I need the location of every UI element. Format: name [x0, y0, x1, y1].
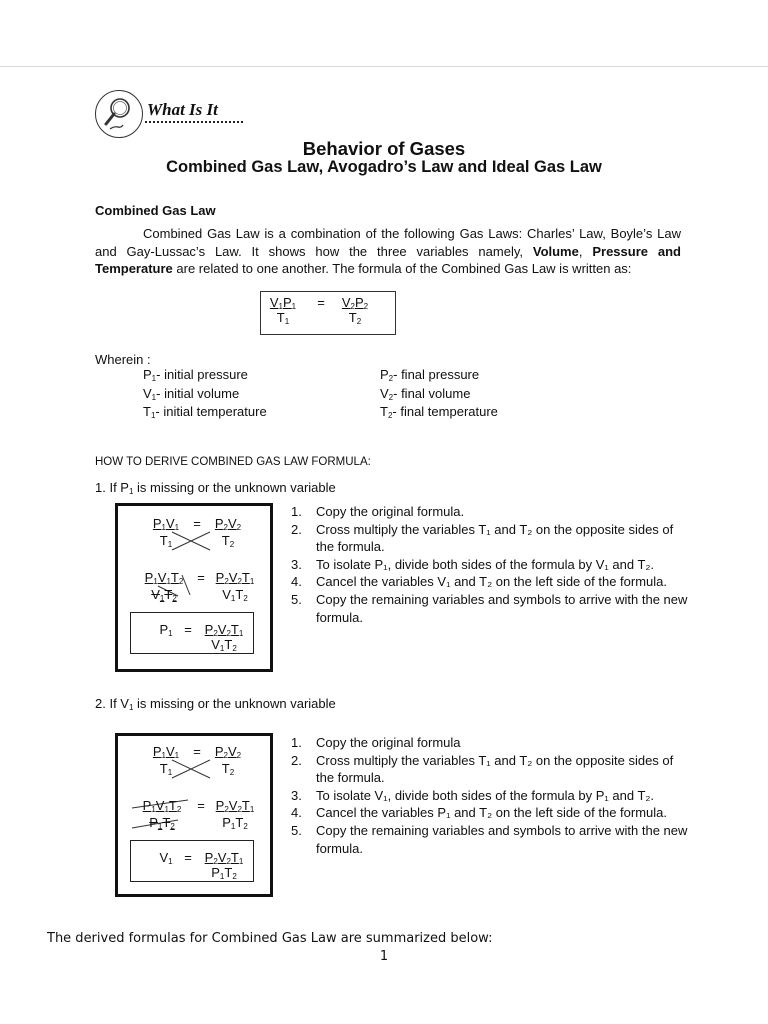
equals: =: [184, 622, 192, 637]
wherein-label: Wherein :: [95, 352, 151, 367]
step-item: 4. Cancel the variables V₁ and T₂ on the left side of the formula.: [291, 574, 667, 590]
result-den: $P_1T_2$: [211, 865, 237, 881]
step-item: 1. Copy the original formula.: [291, 504, 465, 519]
step2-lhs-den: $P_1T_2$: [149, 815, 175, 831]
magnifier-emblem: [95, 90, 143, 138]
intro-paragraph: [95, 225, 681, 278]
step1-rhs-num: $P_2V_2$: [214, 516, 242, 532]
definitions-right: [380, 368, 498, 424]
case1-result-box: [130, 612, 254, 654]
definition-item: $T_2-$ final temperature: [380, 404, 498, 420]
step-item: 5. Copy the remaining variables and symbols to arrive with the new formula.: [291, 591, 688, 625]
definition-item: $T_1-$ initial temperature: [143, 404, 267, 420]
step1-rhs-den: $T_2$: [221, 761, 235, 777]
definition-item: $V_2-$ final volume: [380, 385, 471, 402]
step-item: 4. Cancel the variables P₁ and T₂ on the left side of the formula.: [291, 805, 667, 821]
result-variable: $P_1$: [159, 622, 173, 638]
formula-numerator-left: $V_1P_1$: [269, 295, 297, 311]
page-subtitle: Combined Gas Law, Avogadro’s Law and Ideal Gas Law: [166, 158, 602, 176]
step2-rhs-num: $P_2V_2T_1$: [215, 798, 255, 814]
paragraph-text: are related to one another. The formula of the Combined Gas Law is written as:: [172, 261, 632, 276]
summary-sentence: The derived formulas for Combined Gas Law are summarized below:: [47, 931, 493, 946]
step2-lhs-den: $V_1T_2$: [151, 587, 177, 603]
equals: =: [197, 798, 205, 813]
result-num: $P_2V_2T_1$: [204, 850, 244, 866]
step-item: 3. To isolate P₁, divide both sides of the formula by V₁ and T₂.: [291, 556, 655, 572]
paragraph-bold-volume: Volume: [532, 243, 579, 259]
step2-rhs-den: $V_1T_2$: [222, 587, 248, 603]
step1-lhs-den: $T_1$: [159, 761, 173, 777]
case2-derivation-box: [115, 733, 273, 897]
step2-lhs-num: $P_1V_1T_2$: [144, 570, 184, 586]
definition-item: $V_1-$ initial volume: [143, 385, 240, 402]
step1-lhs-den: $T_1$: [159, 533, 173, 549]
case2-result-box: [130, 840, 254, 882]
step1-lhs-num: $P_1V_1$: [152, 744, 180, 760]
equals: =: [193, 744, 201, 759]
paragraph-bold-pressure-temperature: Pressure and Temperature: [95, 243, 681, 276]
equals: =: [197, 570, 205, 585]
step1-lhs-num: $P_1V_1$: [152, 516, 180, 532]
step-item: 2. Cross multiply the variables T₁ and T₂ on the opposite sides of the formula.: [291, 752, 674, 786]
formula-denominator-left: $T_1$: [276, 310, 290, 326]
badge-label: What Is It: [147, 100, 218, 119]
case2-steps: [291, 734, 691, 857]
formula-denominator-right: $T_2$: [348, 310, 362, 326]
top-divider: [0, 66, 768, 67]
magnifying-glass-icon: [96, 91, 142, 137]
combined-gas-law-formula-box: [260, 291, 396, 335]
definitions-left: [143, 368, 267, 424]
step-item: 3. To isolate V₁, divide both sides of the formula by P₁ and T₂.: [291, 787, 655, 803]
formula-numerator-right: $V_2P_2$: [341, 295, 369, 311]
result-num: $P_2V_2T_1$: [204, 622, 244, 638]
case1-steps: [291, 503, 691, 626]
case1-heading: 1. If $P_1$ is missing or the unknown variable: [95, 480, 336, 496]
case1-derivation-box: [115, 503, 273, 672]
result-den: $V_1T_2$: [211, 637, 237, 653]
paragraph-text: ,: [578, 243, 593, 259]
step2-rhs-den: $P_1T_2$: [222, 815, 248, 831]
equals: =: [193, 516, 201, 531]
step-item: 1. Copy the original formula: [291, 735, 461, 750]
definition-item: $P_2-$ final pressure: [380, 367, 480, 383]
step-item: 2. Cross multiply the variables T₁ and T₂ on the opposite sides of the formula.: [291, 521, 674, 555]
result-variable: $V_1$: [159, 850, 173, 866]
derive-heading: HOW TO DERIVE COMBINED GAS LAW FORMULA:: [95, 456, 371, 468]
step1-rhs-num: $P_2V_2$: [214, 744, 242, 760]
step2-rhs-num: $P_2V_2T_1$: [215, 570, 255, 586]
step1-rhs-den: $T_2$: [221, 533, 235, 549]
paragraph-text: Combined Gas Law is a combination of the following Gas Laws: Charles’ Law, Boyle’s Law and Gay-Lussac’s Law. It shows how the three variables namely,: [95, 226, 681, 259]
page-number: 1: [379, 949, 389, 964]
page-title: Behavior of Gases: [302, 138, 466, 159]
step2-lhs-num: $P_1V_1T_2$: [142, 798, 182, 814]
case2-heading: 2. If $V_1$ is missing or the unknown variable: [95, 696, 336, 712]
badge-dotted-underline: [145, 121, 243, 123]
definition-item: $P_1-$ initial pressure: [143, 367, 248, 383]
equals: =: [184, 850, 192, 865]
section-heading: Combined Gas Law: [95, 203, 216, 218]
formula-equals: =: [317, 295, 325, 310]
step-item: 5. Copy the remaining variables and symbols to arrive with the new formula.: [291, 822, 688, 856]
